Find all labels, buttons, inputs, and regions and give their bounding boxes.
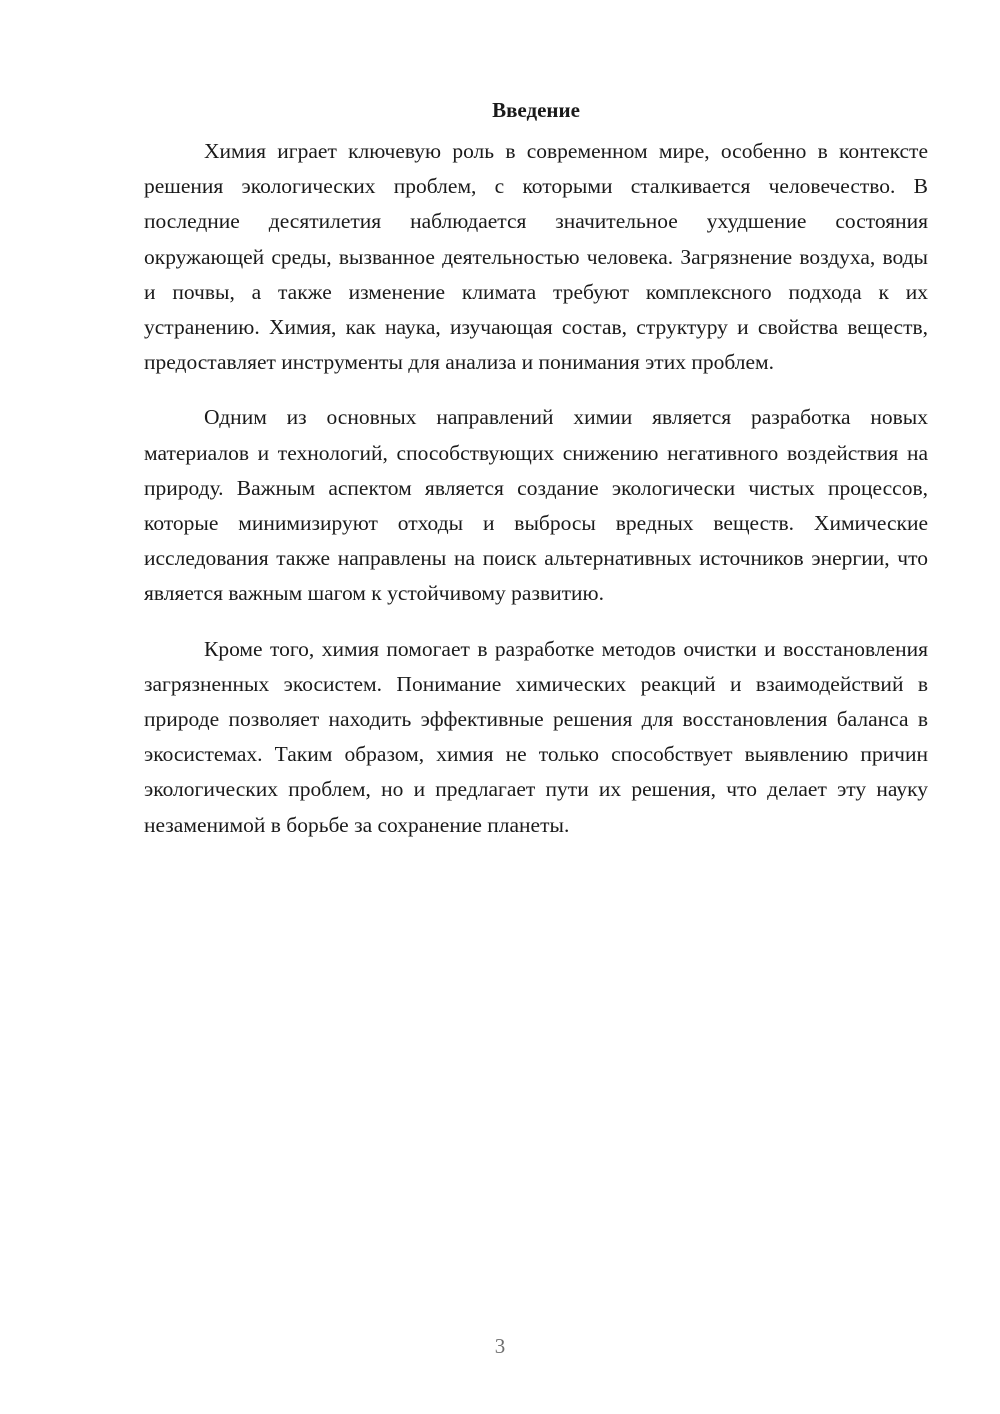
document-body xyxy=(144,92,928,863)
section-title: Введение xyxy=(492,98,580,122)
page-number: 3 xyxy=(494,1334,506,1358)
paragraph-1: Химия играет ключевую роль в современном мире, особенно в контексте решения экологических проблем, с которыми сталкивается человечество. В последние десятилетия наблюдается значительное ухудшение состояния окружающей среды, вызванное деятельностью человека. Загрязнение воздуха, воды и почвы, а также изменение климата требуют комплексного подхода к их устранению. Химия, как наука, изучающая состав, структуру и свойства веществ, предоставляет инструменты для анализа и понимания этих проблем. xyxy=(144,139,928,375)
paragraph-3: Кроме того, химия помогает в разработке методов очистки и восстановления загрязненных экосистем. Понимание химических реакций и взаимодействий в природе позволяет находить эффективные решения для восстановления баланса в экосистемах. Таким образом, химия не только способствует выявлению причин экологических проблем, но и предлагает пути их решения, что делает эту науку незаменимой в борьбе за сохранение планеты. xyxy=(144,636,928,837)
paragraph-2: Одним из основных направлений химии является разработка новых материалов и технологий, способствующих снижению негативного воздействия на природу. Важным аспектом является создание экологически чистых процессов, которые минимизируют отходы и выбросы вредных веществ. Химические исследования также направлены на поиск альтернативных источников энергии, что является важным шагом к устойчивому развитию. xyxy=(144,405,928,606)
